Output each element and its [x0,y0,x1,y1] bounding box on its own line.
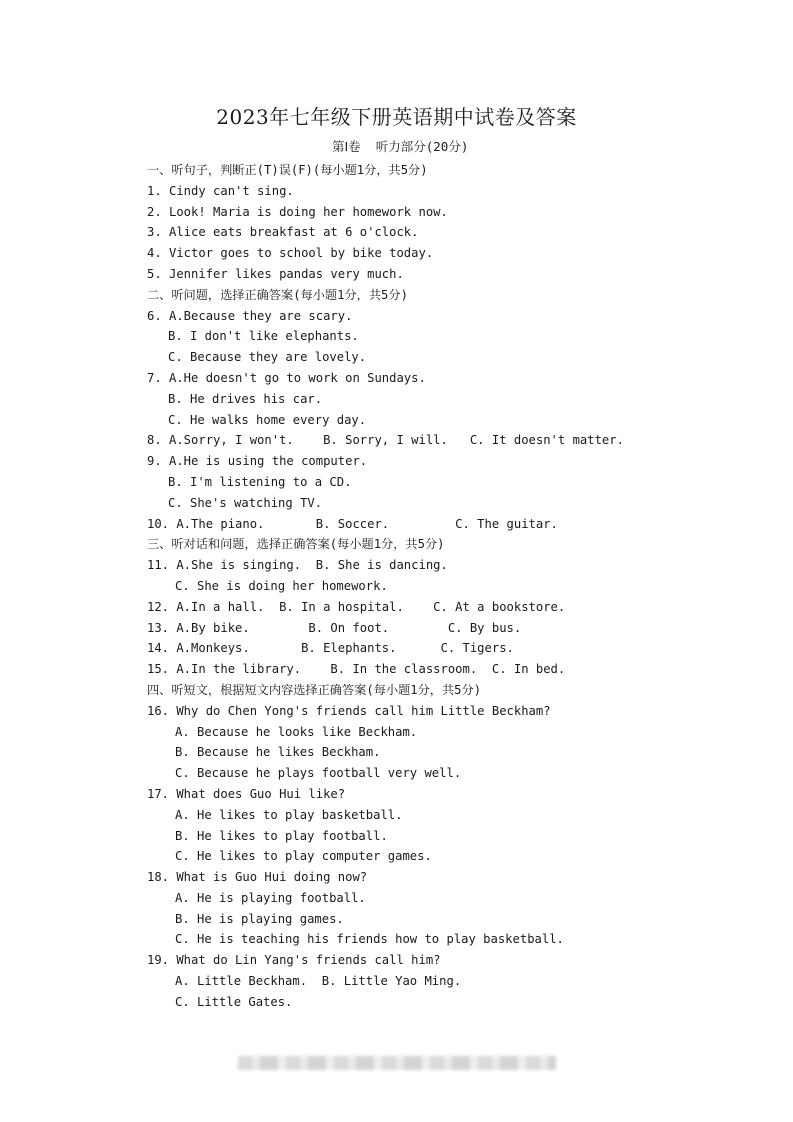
question-11: 11. A.She is singing. B. She is dancing. [147,558,448,573]
question-15: 15. A.In the library. B. In the classroom. C. In bed. [147,662,566,677]
question-3: 3. Alice eats breakfast at 6 o'clock. [147,225,419,240]
question-19-option-c: C. Little Gates. [175,994,293,1009]
section-heading-4: 四、听短文，根据短文内容选择正确答案(每小题1分，共5分) [147,682,482,697]
question-17-option-a: A. He likes to play basketball. [175,807,403,822]
question-18-option-b: B. He is playing games. [175,911,344,926]
section-heading-2: 二、听问题，选择正确答案(每小题1分，共5分) [147,287,408,302]
question-16-option-a: A. Because he looks like Beckham. [175,724,418,739]
question-1: 1. Cindy can't sing. [147,183,294,198]
section-heading-1: 一、听句子，判断正(T)误(F)(每小题1分，共5分) [147,163,428,177]
question-9: 9. A.He is using the computer. [147,454,368,469]
question-18-option-c: C. He is teaching his friends how to play basketball. [175,932,564,947]
question-7-option-c: C. He walks home every day. [168,412,367,427]
question-16-option-c: C. Because he plays football very well. [175,766,462,781]
question-4: 4. Victor goes to school by bike today. [147,246,434,261]
question-7: 7. A.He doesn't go to work on Sundays. [147,370,426,385]
question-6: 6. A.Because they are scary. [147,308,353,323]
question-13: 13. A.By bike. B. On foot. C. By bus. [147,620,522,635]
question-17-option-b: B. He likes to play football. [175,828,388,843]
question-19-options-ab: A. Little Beckham. B. Little Yao Ming. [175,974,462,989]
question-9-option-b: B. I'm listening to a CD. [168,474,352,489]
question-12: 12. A.In a hall. B. In a hospital. C. At a bookstore. [147,599,566,614]
question-19: 19. What do Lin Yang's friends call him? [147,953,441,968]
question-16: 16. Why do Chen Yong's friends call him Little Beckham? [147,703,551,718]
question-6-option-c: C. Because they are lovely. [168,350,367,365]
question-2: 2. Look! Maria is doing her homework now. [147,204,448,219]
blurred-footer-watermark [238,1056,556,1070]
question-11-option-c: C. She is doing her homework. [175,578,388,593]
question-17: 17. What does Guo Hui like? [147,786,346,801]
section-heading-3: 三、听对话和问题，选择正确答案(每小题1分，共5分) [147,537,445,552]
exam-content [147,160,767,1013]
question-10: 10. A.The piano. B. Soccer. C. The guitar. [147,516,558,531]
question-8: 8. A.Sorry, I won't. B. Sorry, I will. C. It doesn't matter. [147,433,624,448]
question-9-option-c: C. She's watching TV. [168,495,323,510]
question-18-option-a: A. He is playing football. [175,890,366,905]
question-5: 5. Jennifer likes pandas very much. [147,266,404,281]
section-subtitle: 第Ⅰ卷 听力部分(20分) [332,139,469,154]
question-16-option-b: B. Because he likes Beckham. [175,745,381,760]
question-6-option-b: B. I don't like elephants. [168,329,359,344]
question-18: 18. What is Guo Hui doing now? [147,870,368,885]
question-17-option-c: C. He likes to play computer games. [175,849,432,864]
question-7-option-b: B. He drives his car. [168,391,323,406]
question-14: 14. A.Monkeys. B. Elephants. C. Tigers. [147,641,514,656]
page-title: 2023年七年级下册英语期中试卷及答案 [216,105,577,129]
